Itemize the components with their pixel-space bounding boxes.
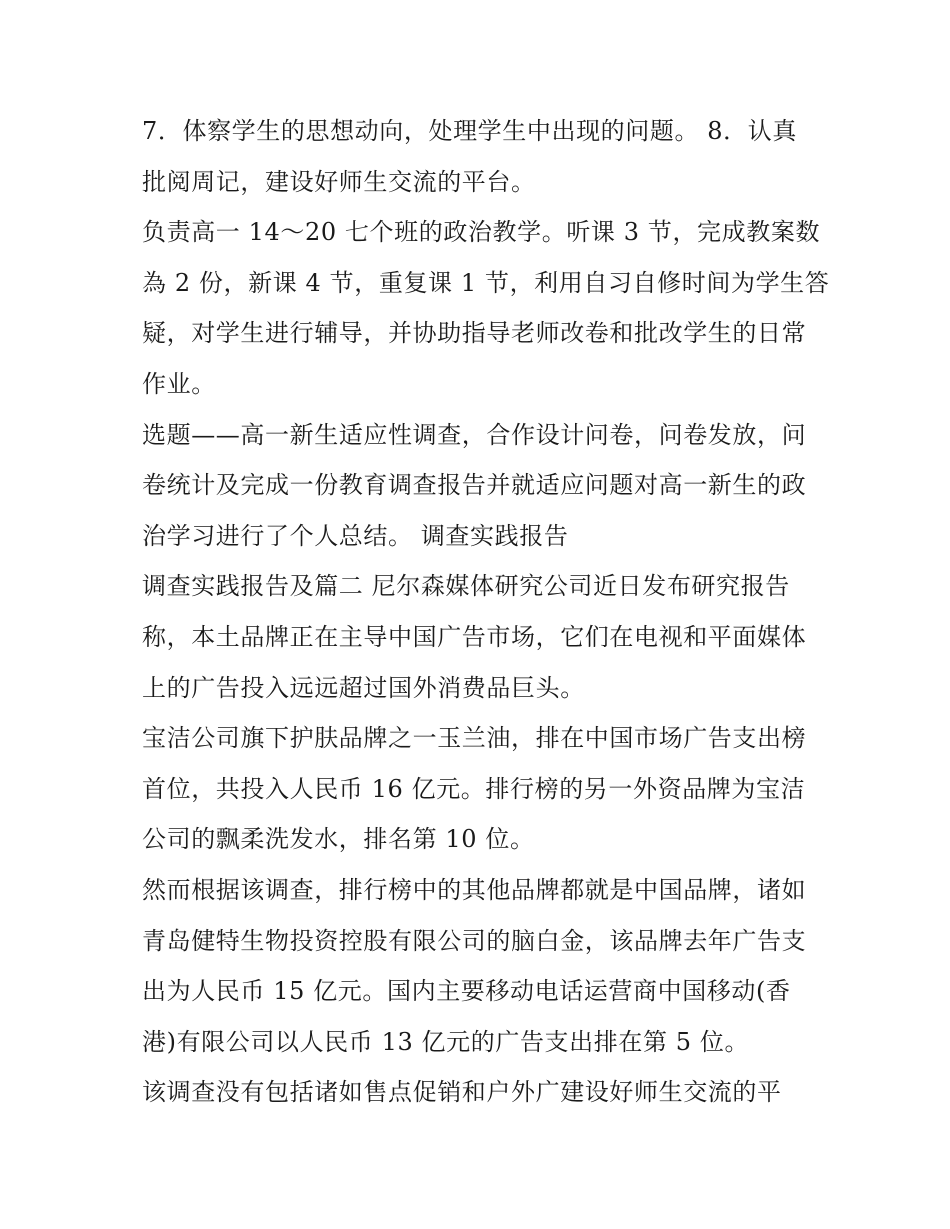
text-line: 出为人民币 15 亿元。国内主要移动电话运营商中国移动(香 xyxy=(142,977,791,1005)
text-line: 调查实践报告及篇二 尼尔森媒体研究公司近日发布研究报告 xyxy=(142,572,790,600)
text-line: 7．体察学生的思想动向，处理学生中出现的问题。 8．认真 xyxy=(142,117,797,145)
text-line: 负责高一 14～20 七个班的政治教学。听课 3 节，完成教案数 xyxy=(142,218,821,246)
text-line: 选题——高一新生适应性调查，合作设计问卷，问卷发放，问 xyxy=(142,421,807,449)
text-line: 然而根据该调查，排行榜中的其他品牌都就是中国品牌，诸如 xyxy=(142,876,807,904)
text-line: 公司的飘柔洗发水，排名第 10 位。 xyxy=(142,825,535,853)
text-line: 為 2 份，新课 4 节，重复课 1 节，利用自习自修时间为学生答 xyxy=(142,269,830,297)
text-line: 治学习进行了个人总结。 调查实践报告 xyxy=(142,522,569,550)
text-line: 宝洁公司旗下护肤品牌之一玉兰油，排在中国市场广告支出榜 xyxy=(142,724,807,752)
text-line: 青岛健特生物投资控股有限公司的脑白金，该品牌去年广告支 xyxy=(142,927,807,955)
text-line: 该调查没有包括诸如售点促销和户外广建设好师生交流的平 xyxy=(142,1078,782,1106)
text-line: 首位，共投入人民币 16 亿元。排行榜的另一外资品牌为宝洁 xyxy=(142,775,806,803)
text-line: 港)有限公司以人民币 13 亿元的广告支出排在第 5 位。 xyxy=(142,1028,750,1056)
text-line: 卷统计及完成一份教育调查报告并就适应问题对高一新生的政 xyxy=(142,471,807,499)
text-line: 疑，对学生进行辅导，并协助指导老师改卷和批改学生的日常 xyxy=(142,319,807,347)
text-line: 上的广告投入远远超过国外消费品巨头。 xyxy=(142,674,585,702)
text-line: 称，本土品牌正在主导中国广告市场，它们在电视和平面媒体 xyxy=(142,623,807,651)
text-line: 批阅周记，建设好师生交流的平台。 xyxy=(142,168,536,196)
text-line: 作业。 xyxy=(142,370,216,398)
